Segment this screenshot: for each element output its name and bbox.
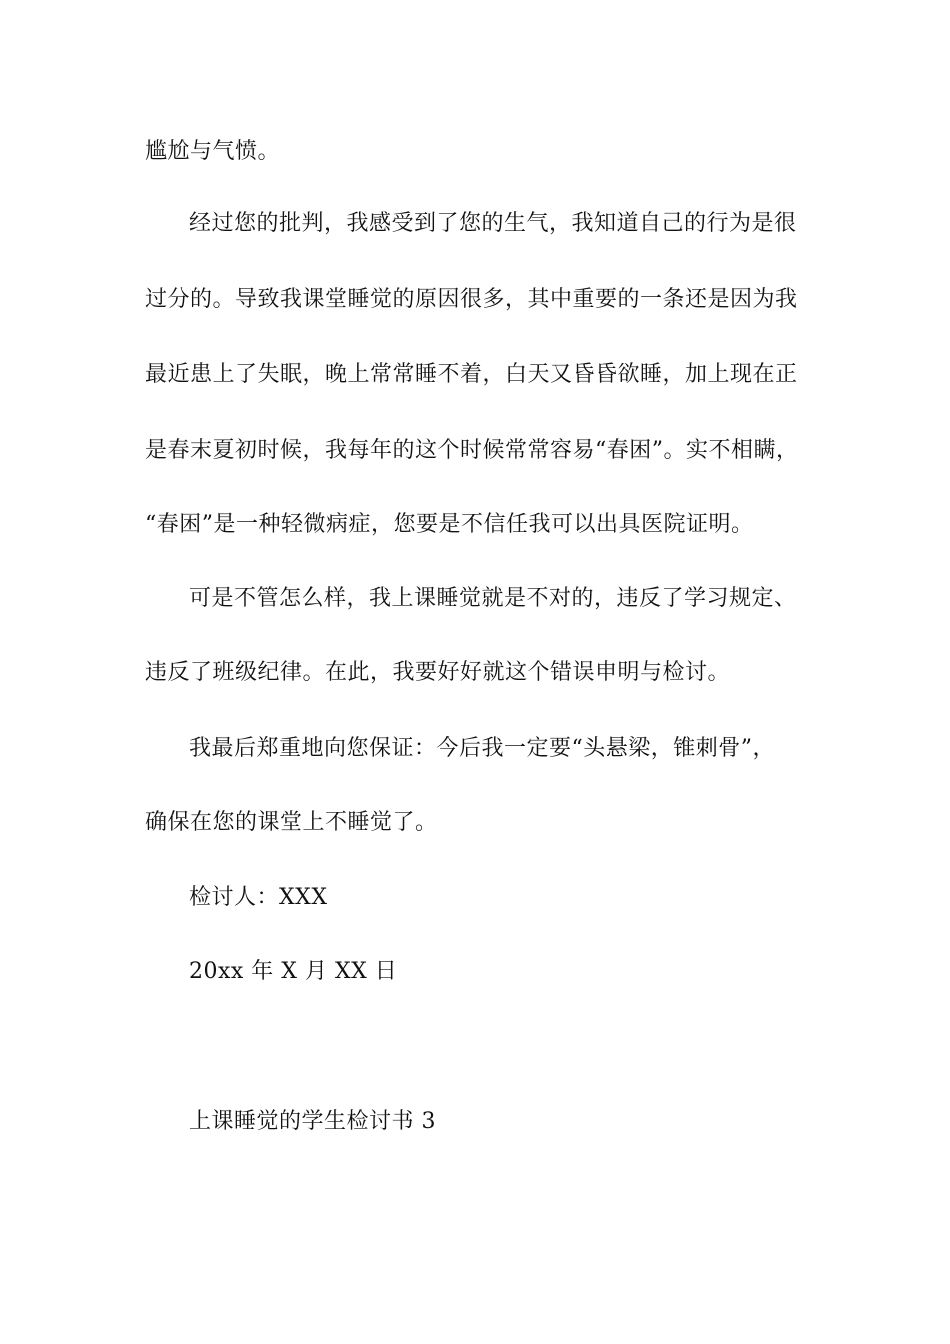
- paragraph-line: 违反了班级纪律。在此，我要好好就这个错误申明与检讨。: [145, 660, 731, 685]
- signature: 检讨人：XXX: [189, 885, 328, 910]
- paragraph-line: 是春末夏初时候，我每年的这个时候常常容易“春困”。实不相瞒，: [145, 438, 799, 463]
- section-title: 上课睡觉的学生检讨书 3: [189, 1109, 436, 1134]
- paragraph-line: “春困”是一种轻微病症，您要是不信任我可以出具医院证明。: [145, 512, 754, 537]
- paragraph-line: 过分的。导致我课堂睡觉的原因很多，其中重要的一条还是因为我: [145, 287, 798, 312]
- paragraph-line: 最近患上了失眠，晚上常常睡不着，白天又昏昏欲睡，加上现在正: [145, 362, 798, 387]
- paragraph-line: 确保在您的课堂上不睡觉了。: [145, 810, 438, 835]
- date: 20xx 年 X 月 XX 日: [189, 959, 398, 984]
- paragraph-line: 经过您的批判，我感受到了您的生气，我知道自己的行为是很: [189, 211, 797, 236]
- paragraph-line: 我最后郑重地向您保证：今后我一定要“头悬梁，锥刺骨”，: [189, 736, 775, 761]
- paragraph-line: 尴尬与气愤。: [145, 139, 281, 164]
- paragraph-line: 可是不管怎么样，我上课睡觉就是不对的，违反了学习规定、: [189, 586, 797, 611]
